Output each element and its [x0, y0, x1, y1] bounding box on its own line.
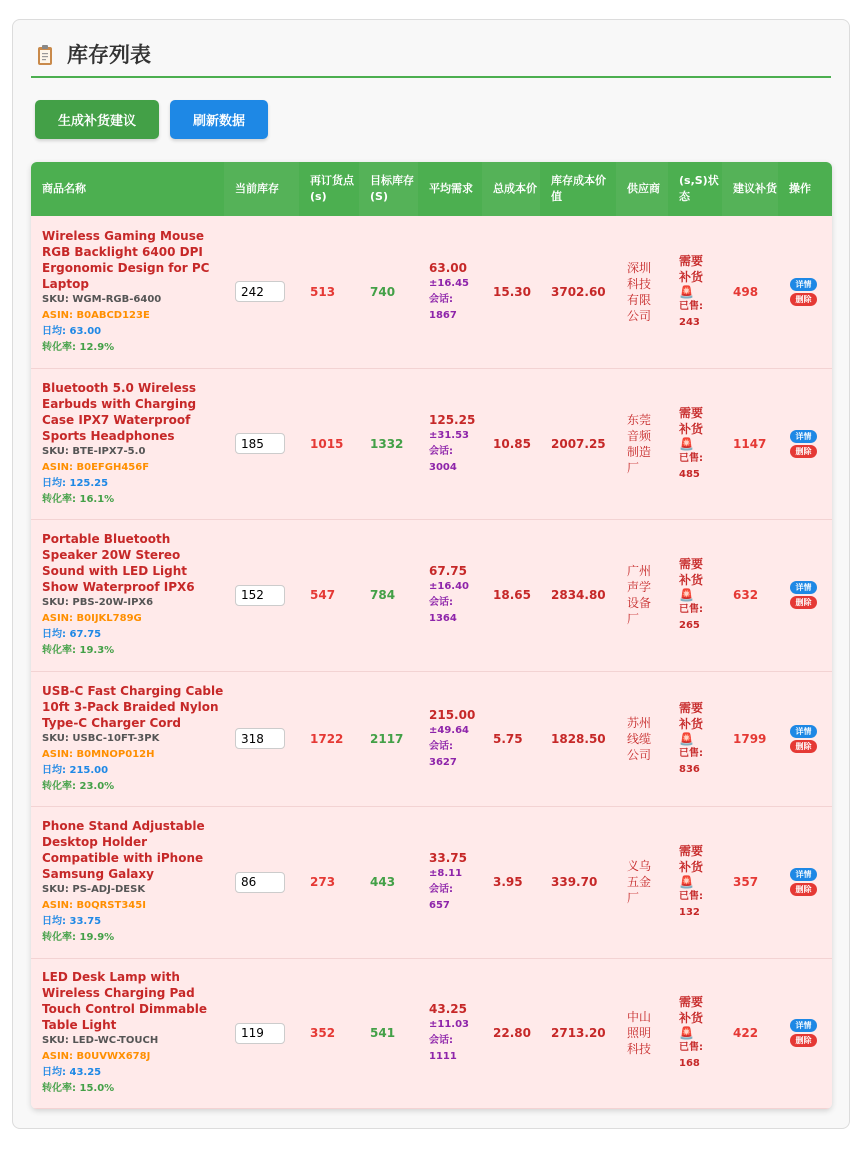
status-text: 需要补货 [679, 253, 704, 284]
reorder-point: 1015 [310, 436, 344, 451]
col-header-stock: 当前库存 [224, 162, 299, 216]
alarm-icon: 🚨 [679, 731, 694, 746]
delete-button[interactable]: 删除 [790, 883, 817, 896]
alarm-icon: 🚨 [679, 1026, 694, 1040]
col-header-status: (s,S)状态 [679, 174, 719, 203]
clipboard-icon [37, 44, 53, 66]
stock-cell [224, 519, 299, 671]
product-name: USB-C Fast Charging Cable 10ft 3-Pack Braided Nylon Type-C Charger Cord [42, 683, 224, 730]
table-row [31, 958, 832, 1108]
product-asin: ASIN: B0UVWX678J [42, 1051, 151, 1062]
sold-label: 已售: [679, 891, 703, 902]
sold-label: 已售: [679, 452, 703, 464]
reorder-point: 547 [310, 588, 336, 602]
demand-mean: 43.25 [429, 1002, 467, 1016]
demand-std: ±16.40 [429, 581, 470, 592]
product-daily-avg: 日均: 67.75 [42, 629, 102, 640]
product-daily-avg: 日均: 43.25 [42, 1067, 102, 1078]
product-cell [31, 671, 224, 806]
col-header-actions: 操作 [789, 182, 811, 195]
demand-cell [418, 519, 482, 671]
detail-button[interactable]: 详情 [790, 1019, 817, 1032]
status-cell [668, 216, 722, 368]
demand-mean: 33.75 [429, 851, 467, 865]
actions-cell [778, 671, 832, 806]
sessions-value: 1111 [429, 1051, 457, 1062]
col-header-demand: 平均需求 [429, 182, 473, 195]
product-daily-avg: 日均: 63.00 [42, 325, 102, 337]
product-conversion: 转化率: 19.3% [42, 645, 115, 656]
product-asin: ASIN: B0MNOP012H [42, 748, 155, 760]
target-stock: 443 [370, 875, 396, 889]
demand-mean: 215.00 [429, 707, 476, 722]
status-cell [668, 958, 722, 1108]
sessions-label: 会话: [429, 445, 453, 457]
supplier-cell [616, 806, 668, 958]
suggested-replenish: 632 [733, 588, 759, 602]
supplier-cell [616, 519, 668, 671]
product-sku: SKU: USBC-10FT-3PK [42, 732, 160, 744]
reorder-point: 1722 [310, 731, 344, 746]
stock-cell [224, 216, 299, 368]
status-cell [668, 519, 722, 671]
suggested-replenish: 498 [733, 284, 759, 299]
demand-cell [418, 806, 482, 958]
demand-std: ±49.64 [429, 724, 470, 736]
refresh-data-button[interactable]: 刷新数据 [170, 100, 268, 139]
supplier-name: 东莞音频制造厂 [627, 412, 652, 475]
target-stock: 740 [370, 284, 396, 299]
col-header-suggest: 建议补货 [722, 162, 778, 216]
actions-cell [778, 958, 832, 1108]
current-stock-input[interactable] [235, 1023, 285, 1044]
stock-value: 2834.80 [551, 588, 606, 602]
col-header-name: 商品名称 [42, 182, 86, 195]
product-asin: ASIN: B0ABCD123E [42, 309, 150, 321]
status-cell [668, 806, 722, 958]
table-row [31, 216, 832, 368]
suggested-replenish: 1799 [733, 731, 767, 746]
sessions-value: 657 [429, 900, 450, 911]
product-conversion: 转化率: 15.0% [42, 1083, 115, 1094]
product-cell [31, 806, 224, 958]
actions-cell [778, 368, 832, 519]
stock-value: 2007.25 [551, 436, 606, 451]
demand-mean: 63.00 [429, 260, 467, 275]
col-header-stock-value: 库存成本价值 [551, 174, 606, 203]
actions-cell [778, 216, 832, 368]
supplier-name: 广州声学设备厂 [627, 564, 652, 626]
status-text: 需要补货 [679, 405, 704, 436]
sessions-label: 会话: [429, 884, 453, 895]
status-text: 需要补货 [679, 700, 704, 731]
alarm-icon: 🚨 [679, 588, 694, 602]
unit-cost: 5.75 [493, 731, 523, 746]
actions-cell [778, 806, 832, 958]
sold-value: 265 [679, 620, 700, 631]
product-conversion: 转化率: 16.1% [42, 493, 115, 505]
demand-mean: 125.25 [429, 412, 476, 427]
table-row [31, 806, 832, 958]
sessions-value: 1364 [429, 613, 457, 624]
table-row [31, 368, 832, 519]
product-cell [31, 368, 224, 519]
page-title: 库存列表 [67, 43, 151, 67]
alarm-icon: 🚨 [679, 875, 694, 889]
current-stock-input[interactable] [235, 433, 285, 454]
inventory-table [31, 162, 832, 1109]
current-stock-input[interactable] [235, 872, 285, 893]
demand-mean: 67.75 [429, 564, 467, 578]
supplier-name: 中山照明科技 [627, 1010, 652, 1056]
supplier-name: 深圳科技有限公司 [627, 260, 652, 323]
product-name: Phone Stand Adjustable Desktop Holder Compatible with iPhone Samsung Galaxy [42, 819, 205, 881]
inventory-panel [12, 19, 850, 1129]
col-header-reorder: 再订货点(s) [310, 174, 354, 203]
table-row [31, 671, 832, 806]
delete-button[interactable]: 删除 [790, 596, 817, 609]
product-asin: ASIN: B0IJKL789G [42, 613, 142, 624]
stock-cell [224, 806, 299, 958]
page-header [31, 40, 831, 78]
current-stock-input[interactable] [235, 585, 285, 606]
sold-value: 168 [679, 1058, 700, 1069]
col-header-supplier: 供应商 [616, 162, 668, 216]
stock-value: 1828.50 [551, 731, 606, 746]
detail-button[interactable]: 详情 [790, 725, 817, 738]
alarm-icon: 🚨 [679, 284, 694, 299]
product-name: LED Desk Lamp with Wireless Charging Pad Touch Control Dimmable Table Light [42, 970, 208, 1032]
sold-value: 243 [679, 316, 700, 328]
product-cell [31, 958, 224, 1108]
delete-button[interactable]: 删除 [790, 740, 817, 753]
detail-button[interactable]: 详情 [790, 430, 817, 443]
demand-cell [418, 368, 482, 519]
suggested-replenish: 1147 [733, 436, 767, 451]
sold-label: 已售: [679, 604, 703, 615]
sold-label: 已售: [679, 747, 703, 759]
table-row [31, 519, 832, 671]
unit-cost: 15.30 [493, 284, 531, 299]
table-header-row [31, 162, 832, 216]
product-sku: SKU: LED-WC-TOUCH [42, 1035, 159, 1046]
stock-cell [224, 368, 299, 519]
target-stock: 541 [370, 1026, 396, 1040]
product-conversion: 转化率: 19.9% [42, 932, 115, 943]
product-cell [31, 519, 224, 671]
sessions-label: 会话: [429, 1035, 453, 1046]
product-cell [31, 216, 224, 368]
unit-cost: 22.80 [493, 1026, 531, 1040]
product-sku: SKU: WGM-RGB-6400 [42, 293, 162, 305]
target-stock: 1332 [370, 436, 404, 451]
product-sku: SKU: PS-ADJ-DESK [42, 884, 146, 895]
product-name: Portable Bluetooth Speaker 20W Stereo Sound with LED Light Show Waterproof IPX6 [42, 532, 195, 594]
product-sku: SKU: BTE-IPX7-5.0 [42, 445, 146, 457]
demand-std: ±11.03 [429, 1019, 470, 1030]
product-daily-avg: 日均: 33.75 [42, 916, 102, 927]
status-text: 需要补货 [679, 995, 704, 1025]
demand-std: ±31.53 [429, 429, 470, 441]
reorder-point: 352 [310, 1026, 336, 1040]
delete-button[interactable]: 删除 [790, 1034, 817, 1047]
sessions-label: 会话: [429, 740, 453, 752]
product-sku: SKU: PBS-20W-IPX6 [42, 597, 154, 608]
product-name: Wireless Gaming Mouse RGB Backlight 6400 DPI Ergonomic Design for PC Laptop [42, 228, 210, 291]
actions-cell [778, 519, 832, 671]
demand-std: ±8.11 [429, 868, 463, 879]
reorder-point: 513 [310, 284, 336, 299]
supplier-cell [616, 958, 668, 1108]
sessions-label: 会话: [429, 293, 453, 305]
product-name: Bluetooth 5.0 Wireless Earbuds with Charging Case IPX7 Waterproof Sports Headphones [42, 380, 197, 443]
reorder-point: 273 [310, 875, 336, 889]
delete-button[interactable]: 删除 [790, 445, 817, 458]
product-asin: ASIN: B0QRST345I [42, 900, 146, 911]
supplier-cell [616, 216, 668, 368]
unit-cost: 10.85 [493, 436, 531, 451]
suggested-replenish: 422 [733, 1026, 759, 1040]
status-cell [668, 368, 722, 519]
status-cell [668, 671, 722, 806]
sold-value: 485 [679, 468, 700, 480]
status-text: 需要补货 [679, 844, 704, 874]
detail-button[interactable]: 详情 [790, 278, 817, 291]
current-stock-input[interactable] [235, 728, 285, 749]
detail-button[interactable]: 详情 [790, 868, 817, 881]
product-daily-avg: 日均: 215.00 [42, 764, 109, 776]
generate-suggestion-button[interactable]: 生成补货建议 [35, 100, 159, 139]
stock-cell [224, 671, 299, 806]
supplier-cell [616, 368, 668, 519]
demand-cell [418, 958, 482, 1108]
stock-value: 3702.60 [551, 284, 606, 299]
sold-label: 已售: [679, 300, 703, 312]
product-daily-avg: 日均: 125.25 [42, 477, 109, 489]
sold-value: 132 [679, 907, 700, 918]
status-text: 需要补货 [679, 557, 704, 587]
supplier-name: 苏州线缆公司 [627, 715, 652, 762]
inventory-table-wrapper [31, 162, 832, 1109]
demand-cell [418, 671, 482, 806]
demand-std: ±16.45 [429, 277, 470, 289]
unit-cost: 18.65 [493, 588, 531, 602]
product-asin: ASIN: B0EFGH456F [42, 461, 150, 473]
supplier-name: 义乌五金厂 [627, 859, 652, 905]
stock-value: 339.70 [551, 875, 598, 889]
sold-value: 836 [679, 763, 700, 775]
col-header-target: 目标库存(S) [359, 162, 418, 216]
stock-cell [224, 958, 299, 1108]
supplier-cell [616, 671, 668, 806]
demand-cell [418, 216, 482, 368]
delete-button[interactable]: 删除 [790, 293, 817, 306]
alarm-icon: 🚨 [679, 436, 694, 451]
sessions-value: 3004 [429, 461, 457, 473]
unit-cost: 3.95 [493, 875, 523, 889]
suggested-replenish: 357 [733, 875, 759, 889]
sessions-label: 会话: [429, 597, 453, 608]
sessions-value: 3627 [429, 756, 457, 768]
product-conversion: 转化率: 12.9% [42, 341, 115, 353]
target-stock: 784 [370, 588, 396, 602]
product-conversion: 转化率: 23.0% [42, 780, 115, 792]
detail-button[interactable]: 详情 [790, 581, 817, 594]
stock-value: 2713.20 [551, 1026, 606, 1040]
current-stock-input[interactable] [235, 281, 285, 302]
sessions-value: 1867 [429, 309, 457, 321]
col-header-unit-cost: 总成本价 [482, 162, 540, 216]
target-stock: 2117 [370, 731, 404, 746]
sold-label: 已售: [679, 1042, 703, 1053]
